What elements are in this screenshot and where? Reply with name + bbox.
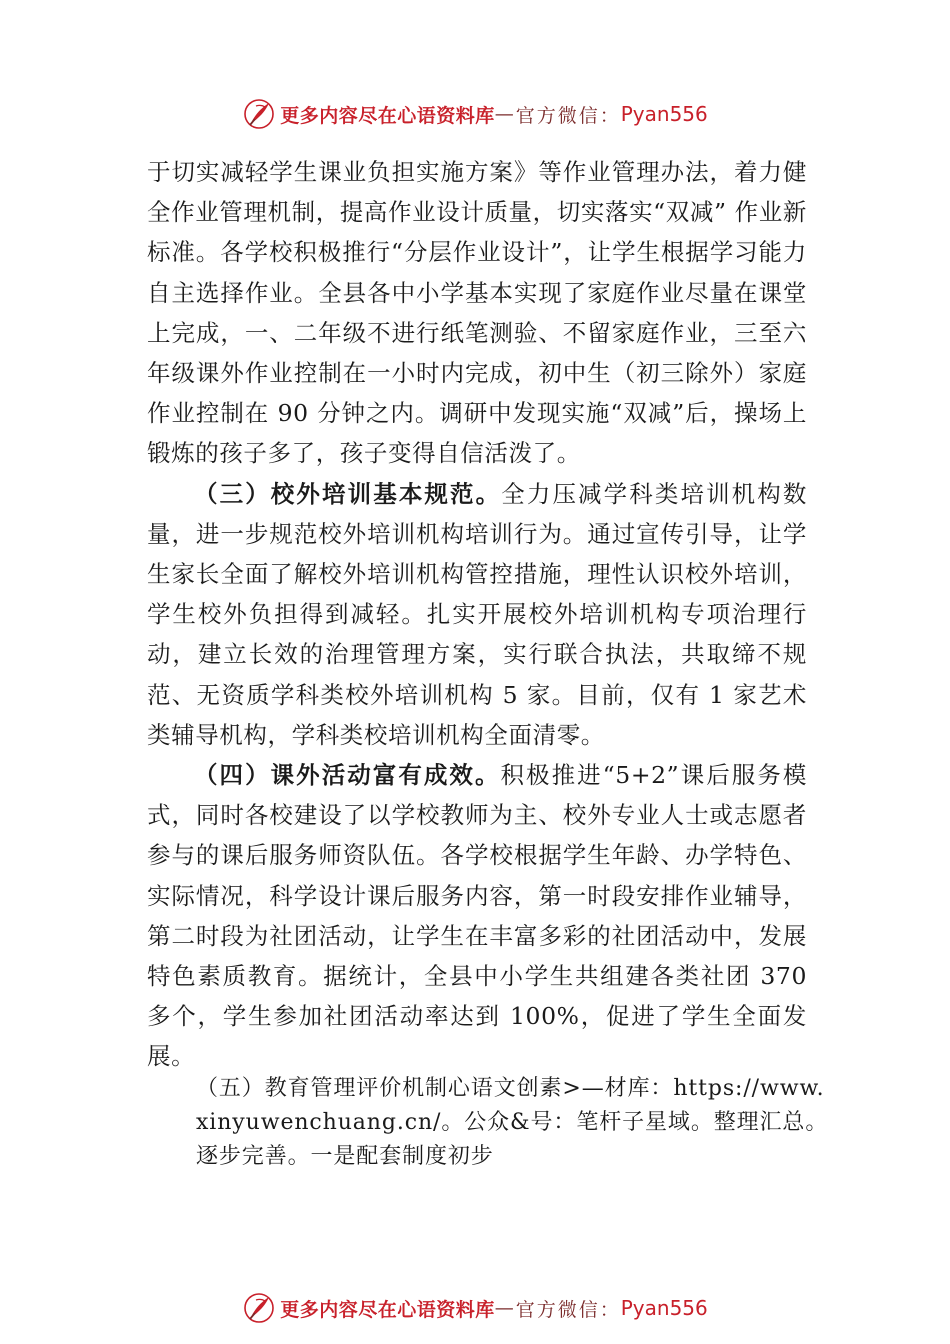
paragraph-extracurricular-body: 积极推进“5+2”课后服务模式，同时各校建设了以学校教师为主、校外专业人士或志愿者参与的课后服务师资队伍。各学校根据学生年龄、办学特色、实际情况，科学设计课后服务内容，第一时段安排作业辅导，第二时段为社团活动，让学生在丰富多彩的社团活动中，发展特色素质教育。据统计，全县中小学生共组建各类社团 370 多个，学生参加社团活动率达到 100%，促进了学生全面发展。	[147, 761, 807, 1071]
watermark-brand-text: 更多内容尽在心语资料库	[280, 1298, 495, 1321]
watermark-wechat-label: 官方微信：	[515, 1298, 621, 1321]
paragraph-offcampus-body: 全力压减学科类培训机构数量，进一步规范校外培训机构培训行为。通过宣传引导，让学生家长全面了解校外培训机构管控措施，理性认识校外培训，学生校外负担得到减轻。扎实开展校外培训机构专项治理行动，建立长效的治理管理方案，实行联合执法，共取缔不规范、无资质学科类校外培训机构 5 家。目前，仅有 1 家艺术类辅导机构，学科类校培训机构全面清零。	[147, 479, 807, 749]
header-watermark	[0, 94, 950, 134]
watermark-wechat-label: 官方微信：	[515, 104, 621, 127]
watermark-dash: —	[494, 1297, 516, 1319]
watermark-wechat-id: Pyan556	[620, 1296, 708, 1320]
section-5-note	[196, 1072, 836, 1174]
note-text: （五）教育管理评价机制心语文创素>—材库：https://www.xinyuwenchuang.cn/。公众&号：笔杆子星域。整理汇总。逐步完善。一是配套制度初步	[196, 1076, 829, 1169]
paragraph-offcampus-training	[147, 474, 807, 755]
footer-watermark	[0, 1288, 950, 1328]
section-heading-4: （四）课外活动富有成效。	[194, 761, 501, 790]
paragraph-homework: 于切实减轻学生课业负担实施方案》等作业管理办法，着力健全作业管理机制，提高作业设计质量，切实落实“双减” 作业新标准。各学校积极推行“分层作业设计”，让学生根据学习能力自主选择作业。全县各中小学基本实现了家庭作业尽量在课堂上完成，一、二年级不进行纸笔测验、不留家庭作业，三至六年级课外作业控制在一小时内完成，初中生（初三除外）家庭作业控制在 90 分钟之内。调研中发现实施“双减”后，操场上锻炼的孩子多了，孩子变得自信活泼了。	[147, 158, 807, 468]
paragraph-extracurricular	[147, 755, 807, 1077]
watermark-dash: —	[494, 103, 516, 125]
feather-pen-logo-icon	[242, 1291, 276, 1325]
document-body	[147, 152, 807, 1077]
watermark-wechat-id: Pyan556	[620, 102, 708, 126]
feather-pen-logo-icon	[242, 97, 276, 131]
watermark-brand-text: 更多内容尽在心语资料库	[280, 104, 495, 127]
section-heading-3: （三）校外培训基本规范。	[194, 479, 502, 508]
